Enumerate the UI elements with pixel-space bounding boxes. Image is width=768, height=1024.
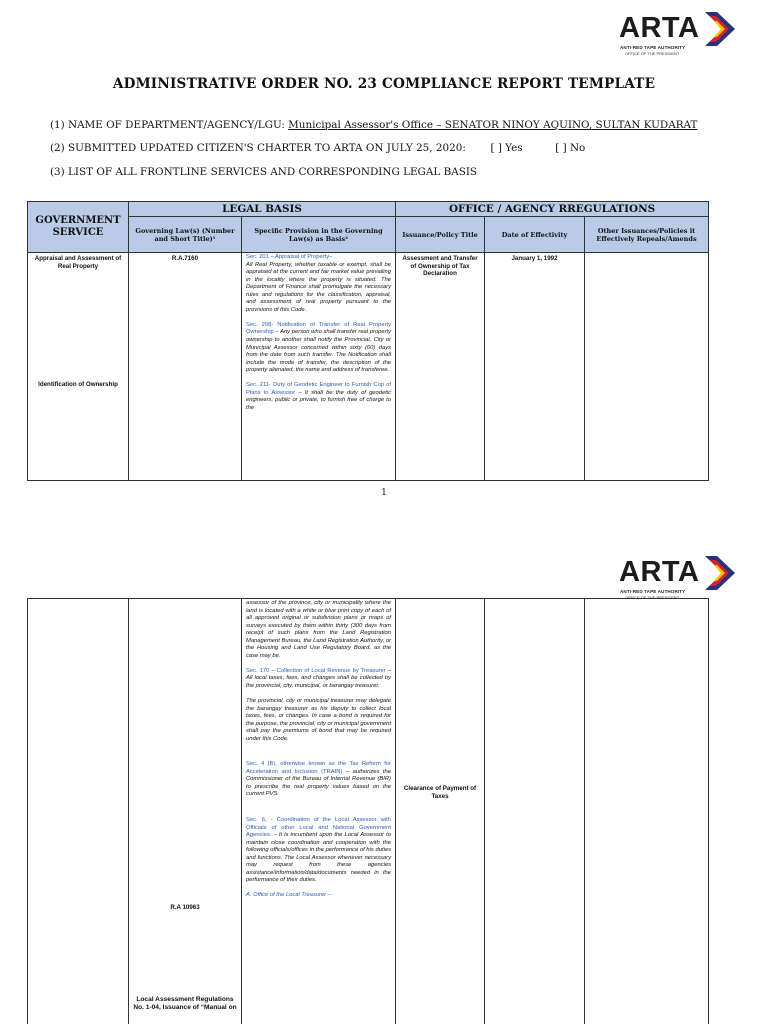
issuance-cell [396, 599, 485, 1024]
page-number: 1 [381, 488, 387, 498]
document-title: ADMINISTRATIVE ORDER NO. 23 COMPLIANCE REPORT TEMPLATE [112, 76, 656, 92]
compliance-table-page-1 [27, 201, 709, 481]
header-office-regulations: OFFICE / AGENCY RREGULATIONS [396, 202, 709, 217]
service-cell [28, 599, 129, 1024]
service-cell [28, 253, 129, 481]
governing-law-cell [129, 599, 242, 1024]
other-issuances-cell [585, 253, 709, 481]
provision-sec-201: Sec. 201 – Appraisal of Property– All Real Property, whether taxable or exempt, shall be appraised at the current and fair market value prevailing in the locality where the property is situated. The Department of Finance shall promulgate the necessary rules and regulations for the classification, appraisal, and assessment of real property pursuant to the provisions of this Code. [246, 254, 392, 313]
table-row [28, 599, 709, 1024]
logo-subtitle: ANTI-RED TAPE AUTHORITY [620, 45, 686, 50]
service-appraisal: Appraisal and Assessment of Real Property [34, 255, 122, 270]
header-legal-basis: LEGAL BASIS [129, 202, 396, 217]
provision-cell [242, 253, 396, 481]
page-gap [0, 528, 768, 544]
issuance-cell: Assessment and Transfer of Ownership of Tax Declaration [396, 253, 485, 481]
yes-checkbox[interactable]: [ ] Yes [490, 142, 523, 154]
law-local-assessment-regulations: Local Assessment Regulations No. 1-04, Issuance of “Manual on [133, 996, 237, 1012]
table-subheader-row [28, 217, 709, 253]
header-other-issuances: Other Issuances/Policies it Effectively Repeals/Amends [585, 217, 709, 253]
date-effectivity-cell [485, 599, 585, 1024]
governing-law-cell: R.A.7160 [129, 253, 242, 481]
frontline-services-line: (3) LIST OF ALL FRONTLINE SERVICES AND CORRESPONDING LEGAL BASIS [50, 166, 478, 178]
provision-treasurer-delegation: The provincial, city or municipal treasurer may delegate the barangay treasurer as his deputy to collect local taxes, fees, or changes. In case a bond is required for the purpose, the provincial, city or municipal government shall pay the premiums of bond that may be required under this Code. [246, 698, 391, 742]
logo-wordmark: ARTA [619, 12, 700, 44]
citizens-charter-label: (2) SUBMITTED UPDATED CITIZEN'S CHARTER TO ARTA ON JULY 25, 2020: [50, 142, 466, 154]
logo-subtitle: ANTI-RED TAPE AUTHORITY [620, 589, 686, 594]
department-label: (1) NAME OF DEPARTMENT/AGENCY/LGU: [50, 119, 289, 131]
provision-sec-211-continued: assessor of the province, city or municipality where the land is located with a white or blue print copy of each of all approved original or subdivision plans or maps of surveys executed by them within thirty (300 days from receipt of such plans from the Land Registration Management Bureau, the Land Registration Authority, or the Housing and Land Use Regulatory Board, as the case may be. [246, 600, 391, 659]
service-identification: Identification of Ownership [38, 381, 118, 388]
header-specific-provision: Specific Provision in the Governing Law(s) as Basis² [242, 217, 396, 253]
table-header-row [28, 202, 709, 217]
issuance-clearance: Clearance of Payment of Taxes [403, 785, 477, 800]
department-line [50, 119, 697, 131]
header-date-effectivity: Date of Effectivity [485, 217, 585, 253]
date-effectivity-cell: January 1, 1992 [485, 253, 585, 481]
provision-train-law: Sec. 4 (B), otherwise known as the Tax Reform for Acceleration and Inclusion (TRAIN) – authorizes the Commissioner of the Bureau of Internal Revenue (BIR) to prescribe the real property values based on the current PVS. [246, 761, 391, 798]
header-government-service: GOVERNMENT SERVICE [28, 202, 129, 253]
logo-chevron-icon [705, 556, 739, 590]
provision-sec-6: Sec. 6, - Coordination of the Local Assessor with Officials of other Local and National Government Agencies. – It is incumbent upon the Local Assessor to maintain close coordination and cooperation with the following officials/offices in the performance of his duties and functions. The Local Assessor whenever necessary may request from these agencies assistance/information/data/documents needed in the performance of their duties. [246, 817, 391, 884]
logo-chevron-icon [705, 12, 739, 46]
table-row [28, 253, 709, 481]
arta-logo [619, 10, 737, 58]
law-ra-10963: R.A 10963 [170, 904, 200, 911]
provision-cell [242, 599, 396, 1024]
document-page-2 [0, 544, 768, 1024]
provision-sec-208: Sec. 208- Notification of Transfer of Real Property Ownership – Any person who shall transfer real property ownership to another shall notify the Provincial, City or Municipal Assessor concerned within sixty (60) days from the date from such transfer. The Notification shall include the mode of transfer, the description of the property alienated, the name and address of transferee. [246, 321, 392, 374]
provision-office-treasurer: A. Office of the Local Treasurer – [246, 892, 331, 899]
provision-sec-211: Sec. 211- Duty of Geodetic Engineer to Furnish Cop of Plans to Assessor – It shall be the duty of geodetic engineers, public or private, to furnish free of charge to the [246, 382, 392, 411]
compliance-table-page-2 [27, 598, 709, 1024]
arta-logo [619, 554, 737, 602]
citizens-charter-line [50, 142, 585, 154]
header-governing-law: Governing Law(s) (Number and Short Title)¹ [129, 217, 242, 253]
logo-wordmark: ARTA [619, 556, 700, 588]
logo-office: OFFICE OF THE PRESIDENT [625, 51, 680, 56]
department-value: Municipal Assessor's Office – SENATOR NINOY AQUINO, SULTAN KUDARAT [288, 119, 698, 131]
other-issuances-cell [585, 599, 709, 1024]
logo-office: OFFICE OF THE PRESIDENT [625, 595, 680, 600]
provision-sec-170: Sec. 170 – Collection of Local Revenue by Treasurer – All local taxes, fees, and changes shall be collected by the provincial, city, municipal, or barangay treasurer. [246, 667, 391, 689]
no-checkbox[interactable]: [ ] No [555, 142, 586, 154]
header-issuance: Issuance/Policy Title [396, 217, 485, 253]
